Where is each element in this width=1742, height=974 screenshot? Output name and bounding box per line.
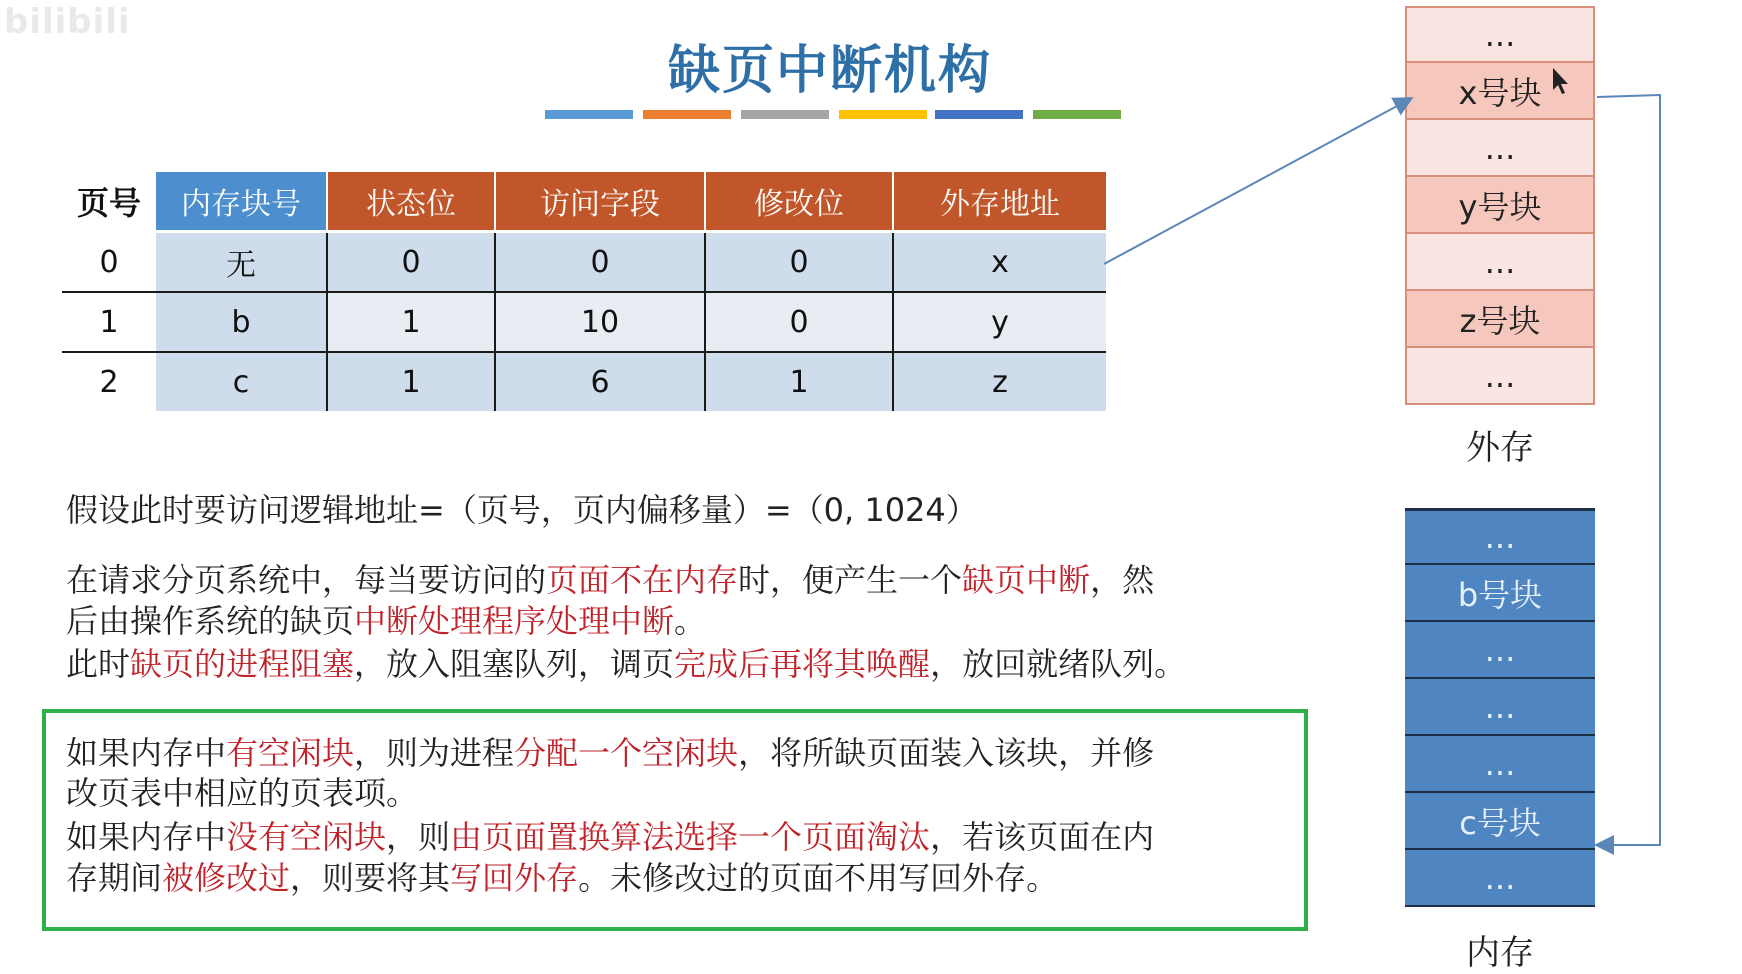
highlight-text: 有空闲块 — [226, 734, 355, 772]
text-span: 此时 — [66, 645, 131, 683]
table-cell: c — [156, 353, 328, 411]
disk-caption: 外存 — [1466, 428, 1534, 468]
summary-line: 改页表中相应的页表项。 — [66, 774, 419, 812]
text-span: 。未修改过的页面不用写回外存。 — [578, 859, 1059, 897]
highlight-text: 页面不在内存 — [546, 561, 739, 599]
disk-slot: ... — [1405, 120, 1595, 177]
assumption-text: 假设此时要访问逻辑地址=（页号，页内偏移量）=（0, 1024） — [66, 491, 978, 529]
column-header: 内存块号 — [156, 172, 328, 230]
cursor-icon — [1553, 68, 1568, 94]
memory-slot: ... — [1405, 850, 1595, 907]
memory-caption: 内存 — [1466, 933, 1534, 973]
highlight-text: 缺页的进程阻塞 — [130, 645, 355, 683]
table-cell: 无 — [156, 233, 328, 291]
text-span: 如果内存中 — [66, 818, 227, 856]
memory-slot-b: b号块 — [1405, 565, 1595, 622]
disk-slot: ... — [1405, 234, 1595, 291]
text-span: ，放入阻塞队列，调页 — [354, 645, 675, 683]
highlight-text: 完成后再将其唤醒 — [674, 645, 931, 683]
column-header: 状态位 — [328, 172, 496, 230]
page-number: 1 — [99, 304, 119, 340]
table-cell: 0 — [328, 233, 496, 291]
table-cell: 1 — [328, 353, 496, 411]
page-number: 0 — [99, 244, 119, 280]
text-span: 如果内存中 — [66, 734, 227, 772]
watermark: bilibili — [4, 2, 131, 42]
table-cell: 0 — [706, 293, 894, 351]
arrow-x-to-disk — [1104, 99, 1410, 264]
highlight-text: 缺页中断 — [962, 561, 1091, 599]
table-cell: 1 — [706, 353, 894, 411]
text-span: ，则为进程 — [354, 734, 515, 772]
disk-slot-y: y号块 — [1405, 177, 1595, 234]
memory-slot-c: c号块 — [1405, 793, 1595, 850]
text-span: ，将所缺页面装入该块，并修 — [738, 734, 1155, 772]
table-cell: y — [894, 293, 1106, 351]
highlight-text: 由页面置换算法选择一个页面淘汰 — [450, 818, 931, 856]
page-title: 缺页中断机构 — [667, 41, 992, 101]
highlight-text: 写回外存 — [450, 859, 579, 897]
text-span: ，若该页面在内 — [930, 818, 1155, 856]
memory-slot: ... — [1405, 622, 1595, 679]
table-cell: 0 — [496, 233, 706, 291]
table-cell: 0 — [706, 233, 894, 291]
text-span: ，则 — [386, 818, 451, 856]
memory-slot: ... — [1405, 679, 1595, 736]
page-number-header: 页号 — [62, 172, 156, 230]
column-header: 访问字段 — [496, 172, 706, 230]
table-cell: x — [894, 233, 1106, 291]
text-span: 在请求分页系统中，每当要访问的 — [66, 561, 547, 599]
text-span: ，放回就绪队列。 — [930, 645, 1187, 683]
highlight-text: 分配一个空闲块 — [514, 734, 739, 772]
highlight-text: 中断处理程序处理中断 — [354, 602, 675, 640]
text-span: 。 — [674, 602, 707, 640]
table-cell: 10 — [496, 293, 706, 351]
disk-slot: ... — [1405, 6, 1595, 63]
table-cell: 1 — [328, 293, 496, 351]
column-header: 外存地址 — [894, 172, 1106, 230]
text-span: 后由操作系统的缺页 — [66, 602, 355, 640]
page-number: 2 — [99, 364, 119, 400]
arrow-disk-to-memory — [1597, 95, 1660, 845]
memory-slot: ... — [1405, 508, 1595, 565]
disk-slot: ... — [1405, 348, 1595, 405]
table-cell: b — [156, 293, 328, 351]
disk-slot-x: x号块 — [1405, 63, 1595, 120]
table-cell: 6 — [496, 353, 706, 411]
text-span: 存期间 — [66, 859, 163, 897]
text-span: 时，便产生一个 — [738, 561, 963, 599]
highlight-text: 被修改过 — [162, 859, 291, 897]
text-span: ，然 — [1090, 561, 1155, 599]
highlight-text: 没有空闲块 — [226, 818, 387, 856]
disk-slot-z: z号块 — [1405, 291, 1595, 348]
column-header: 修改位 — [706, 172, 894, 230]
table-cell: z — [894, 353, 1106, 411]
memory-slot: ... — [1405, 736, 1595, 793]
text-span: ，则要将其 — [290, 859, 451, 897]
